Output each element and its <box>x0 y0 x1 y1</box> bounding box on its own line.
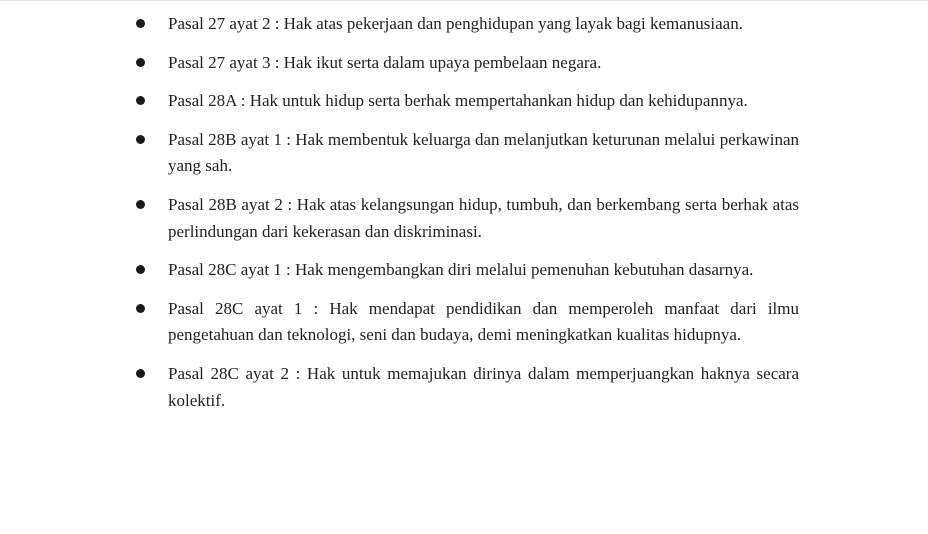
list-item <box>133 257 799 284</box>
rights-bullet-list <box>133 11 799 426</box>
list-item <box>133 192 799 245</box>
list-item <box>133 50 799 77</box>
list-item-text: Pasal 27 ayat 3 : Hak ikut serta dalam upaya pembelaan negara. <box>168 52 602 72</box>
bullet-icon <box>136 369 145 378</box>
list-item <box>133 127 799 180</box>
list-item <box>133 11 799 38</box>
bullet-icon <box>136 96 145 105</box>
bullet-icon <box>136 200 145 209</box>
bullet-icon <box>136 19 145 28</box>
list-item-text: Pasal 28B ayat 1 : Hak membentuk keluarga dan melanjutkan keturunan melalui perkawinan yang sah. <box>168 129 799 176</box>
list-item <box>133 88 799 115</box>
list-item <box>133 361 799 414</box>
list-item-text: Pasal 28B ayat 2 : Hak atas kelangsungan hidup, tumbuh, dan berkembang serta berhak atas perlindungan dari kekerasan dan diskriminasi. <box>168 194 799 241</box>
list-item-text: Pasal 28A : Hak untuk hidup serta berhak mempertahankan hidup dan kehidupannya. <box>168 91 748 111</box>
list-item-text: Pasal 28C ayat 2 : Hak untuk memajukan dirinya dalam memperjuangkan haknya secara kolektif. <box>168 363 799 410</box>
list-item-text: Pasal 27 ayat 2 : Hak atas pekerjaan dan penghidupan yang layak bagi kemanusiaan. <box>168 14 743 33</box>
list-item-text: Pasal 28C ayat 1 : Hak mengembangkan diri melalui pemenuhan kebutuhan dasarnya. <box>168 260 754 280</box>
list-item-text: Pasal 28C ayat 1 : Hak mendapat pendidikan dan memperoleh manfaat dari ilmu pengetahuan dan teknologi, seni dan budaya, demi meningkatkan kualitas hidupnya. <box>168 298 799 345</box>
bullet-icon <box>136 265 145 274</box>
bullet-icon <box>136 304 145 313</box>
bullet-icon <box>136 135 145 144</box>
bullet-icon <box>136 58 145 67</box>
list-item <box>133 296 799 349</box>
